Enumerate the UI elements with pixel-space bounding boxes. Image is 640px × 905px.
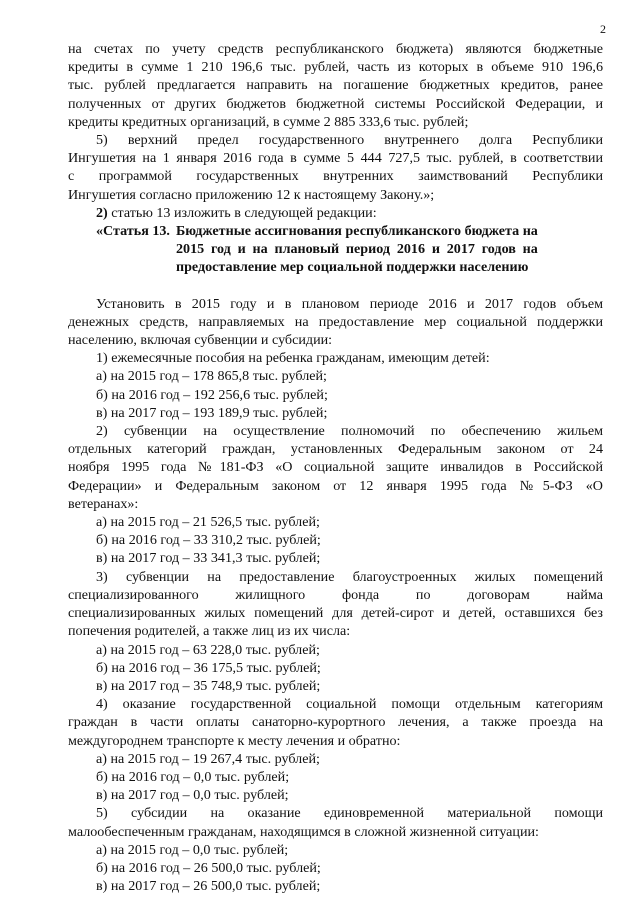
text-line: полученных от других бюджетов бюджетной системы Российской Федерации, и: [68, 95, 603, 112]
amount-line: а) на 2015 год – 19 267,4 тыс. рублей;: [96, 750, 320, 767]
amount-line: в) на 2017 год – 193 189,9 тыс. рублей;: [96, 404, 328, 421]
preamble-paragraph: [68, 295, 603, 350]
amount-line: а) на 2015 год – 0,0 тыс. рублей;: [96, 841, 289, 858]
article-lead: «Статья 13.: [96, 223, 170, 240]
text-line: Ингушетия согласно приложению 12 к настоящему Закону.»;: [68, 186, 435, 203]
amount-line: б) на 2016 год – 33 310,2 тыс. рублей;: [96, 532, 321, 549]
amount-line: а) на 2015 год – 178 865,8 тыс. рублей;: [96, 368, 327, 385]
spacer: [68, 277, 603, 295]
text-line: денежных средств, направляемых на предоставление мер социальной поддержки: [68, 313, 603, 330]
section-3: [68, 568, 603, 695]
section-heading-line: 3) субвенции на предоставление благоустроенных жилых помещений: [96, 568, 603, 585]
section-heading-line: 4) оказание государственной социальной помощи отдельным категориям: [96, 696, 603, 713]
section-heading-line: 5) субсидии на оказание единовременной материальной помощи: [96, 805, 603, 822]
amount-line: б) на 2016 год – 0,0 тыс. рублей;: [96, 768, 290, 785]
amount-line: в) на 2017 год – 26 500,0 тыс. рублей;: [96, 878, 321, 895]
section-4: [68, 695, 603, 804]
text-line: с программой государственных внутренних заимствований Республики: [68, 168, 603, 185]
section-5: [68, 804, 603, 895]
text-line: на счетах по учету средств республиканского бюджета) являются бюджетные: [68, 41, 603, 57]
amount-line: б) на 2016 год – 192 256,6 тыс. рублей;: [96, 386, 328, 403]
article-heading: [96, 222, 603, 277]
section-heading-line: малообеспеченным гражданам, находящимся в сложной жизненной ситуации:: [68, 823, 539, 840]
section-heading-line: 2) субвенции на осуществление полномочий по обеспечению жильем: [96, 423, 603, 440]
text-line: Установить в 2015 году и в плановом периоде 2016 и 2017 годов объем: [96, 295, 603, 312]
section-heading-line: 1) ежемесячные пособия на ребенка гражданам, имеющим детей:: [96, 350, 490, 367]
amount-line: в) на 2017 год – 35 748,9 тыс. рублей;: [96, 677, 321, 694]
page-number: 2: [600, 22, 606, 36]
article-title-line: 2015 год и на плановый период 2016 и 2017 годов на: [175, 241, 538, 258]
article-title-line: Бюджетные ассигнования республиканского бюджета на: [175, 223, 538, 240]
amount-line: в) на 2017 год – 0,0 тыс. рублей;: [96, 787, 289, 804]
document-body: [68, 40, 603, 895]
statute-change-line: [68, 204, 603, 222]
section-heading-line: ветеранах»:: [68, 495, 139, 512]
section-2: [68, 422, 603, 568]
section-heading-line: ноября 1995 года №181-ФЗ «О социальной защите инвалидов в Российской: [68, 459, 603, 476]
statute-change-text: статью 13 изложить в следующей редакции:: [107, 204, 377, 221]
section-heading-line: специализированных жилых помещений для детей-сирот и детей, оставшихся без: [68, 605, 603, 622]
section-heading-line: Федерации» и Федеральным законом от 12 января 1995 года №5-ФЗ «О: [68, 477, 603, 494]
text-line: Ингушетия на 1 января 2016 года в сумме 5 444 727,5 тыс. рублей, в соответствии: [68, 150, 603, 167]
text-line: 5) верхний предел государственного внутреннего долга Республики: [96, 132, 603, 149]
text-line: кредиты кредитных организаций, в сумме 2 885 333,6 тыс. рублей;: [68, 113, 469, 130]
statute-change-prefix: 2): [96, 204, 108, 221]
amount-line: б) на 2016 год – 36 175,5 тыс. рублей;: [96, 659, 321, 676]
intro-paragraph: [68, 40, 603, 131]
section-heading-line: специализированного жилищного фонда по договорам найма: [68, 586, 603, 603]
article-title: [176, 222, 538, 277]
text-line: населению, включая субвенции и субсидии:: [68, 332, 333, 349]
section-heading-line: междугороднем транспорте к месту лечения и обратно:: [68, 732, 401, 749]
section-heading-line: попечения родителей, а также лиц из их числа:: [68, 623, 351, 640]
section-1: [68, 349, 603, 422]
amount-line: б) на 2016 год – 26 500,0 тыс. рублей;: [96, 859, 321, 876]
section-heading-line: граждан в части оплаты санаторно-курортного лечения, а также проезда на: [68, 714, 603, 731]
amount-line: в) на 2017 год – 33 341,3 тыс. рублей;: [96, 550, 321, 567]
text-line: кредиты в сумме 1 210 196,6 тыс. рублей, часть из которых в объеме 910 196,6: [68, 59, 603, 76]
amount-line: а) на 2015 год – 63 228,0 тыс. рублей;: [96, 641, 320, 658]
debt-limit-paragraph: [68, 131, 603, 204]
section-heading-line: отдельных категорий граждан, установленных Федеральным законом от 24: [68, 441, 603, 458]
amount-line: а) на 2015 год – 21 526,5 тыс. рублей;: [96, 514, 320, 531]
text-line: тыс. рублей предлагается направить на погашение бюджетных кредитов, ранее: [68, 77, 603, 94]
article-title-line: предоставление мер социальной поддержки населению: [175, 259, 529, 276]
